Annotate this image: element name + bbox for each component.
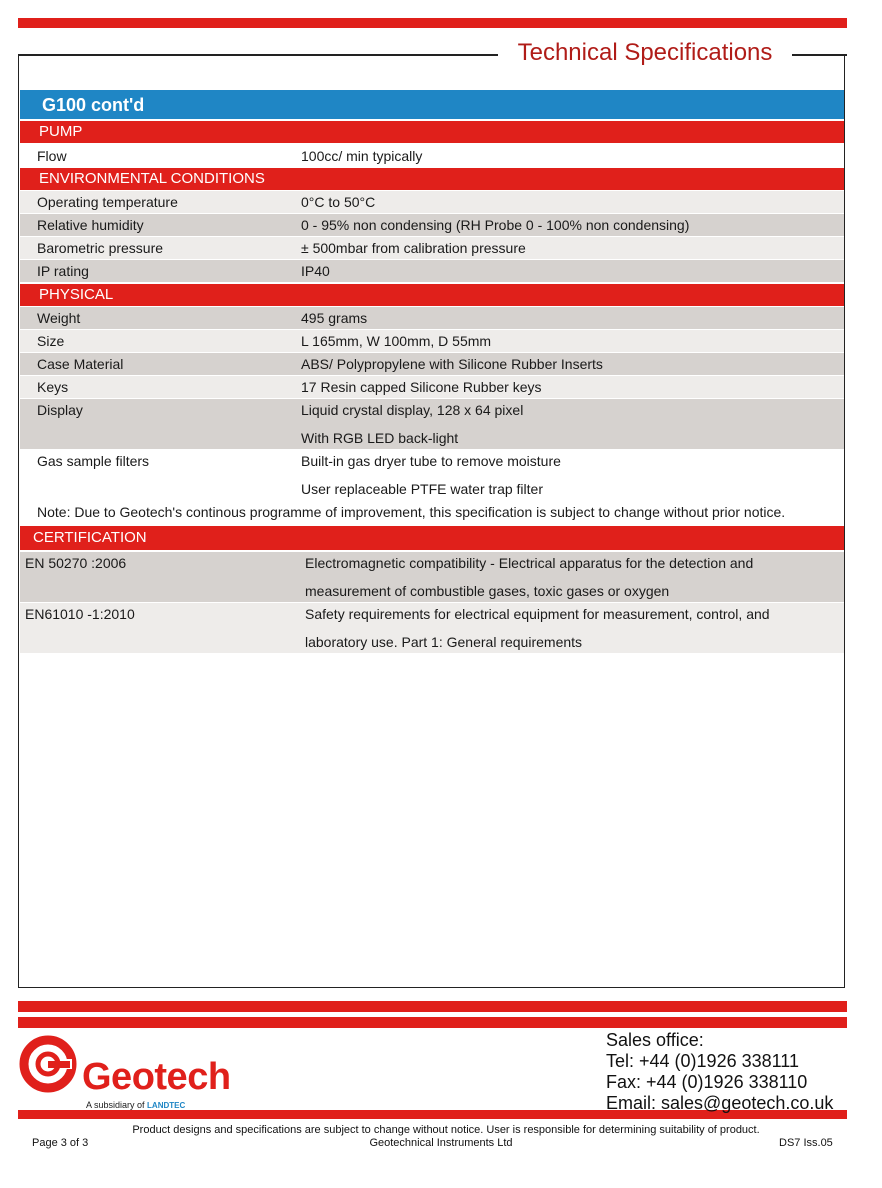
- spec-label: Keys: [37, 379, 69, 395]
- table-row: [20, 145, 844, 167]
- sales-fax: Fax: +44 (0)1926 338110: [606, 1072, 808, 1092]
- footer-red-bar: [18, 1001, 847, 1012]
- sales-contact: [606, 1030, 833, 1114]
- cert-standard: EN61010 -1:2010: [25, 606, 135, 622]
- table-row: [20, 307, 844, 329]
- table-row: [20, 260, 844, 282]
- spec-value: IP40: [301, 263, 330, 279]
- spec-label: Display: [37, 402, 83, 418]
- spec-label: Weight: [37, 310, 81, 326]
- spec-value-line: Electromagnetic compatibility - Electrical apparatus for the detection and: [305, 555, 754, 571]
- spec-label: Operating temperature: [37, 194, 178, 210]
- spec-value: [301, 451, 561, 507]
- table-row: [20, 353, 844, 375]
- spec-value-line: With RGB LED back-light: [301, 430, 459, 446]
- spec-value-line: laboratory use. Part 1: General requirements: [305, 634, 583, 650]
- geotech-logo-icon: [18, 1033, 78, 1095]
- landtec-logo: LANDTEC: [147, 1101, 186, 1110]
- sales-tel: Tel: +44 (0)1926 338111: [606, 1051, 799, 1071]
- spec-label: Flow: [37, 148, 67, 164]
- spec-value-line: User replaceable PTFE water trap filter: [301, 481, 543, 497]
- product-heading: G100 cont'd: [20, 90, 844, 119]
- top-red-bar: [18, 18, 847, 28]
- section-header-physical: PHYSICAL: [20, 284, 844, 306]
- table-row: [20, 330, 844, 352]
- footer-red-bar: [18, 1017, 847, 1028]
- sales-email: Email: sales@geotech.co.uk: [606, 1093, 834, 1113]
- table-row: [20, 237, 844, 259]
- logo-name: Geotech: [82, 1056, 231, 1098]
- spec-note: Note: Due to Geotech's continous programme of improvement, this specification is subject to change without prior notice.: [37, 504, 786, 520]
- spec-value-line: Liquid crystal display, 128 x 64 pixel: [301, 402, 524, 418]
- cert-description: [305, 604, 770, 660]
- spec-value-line: Safety requirements for electrical equipment for measurement, control, and: [305, 606, 770, 622]
- table-row: [20, 603, 844, 653]
- spec-value: 0 - 95% non condensing (RH Probe 0 - 100% non condensing): [301, 217, 690, 233]
- spec-value: [301, 400, 523, 456]
- cert-description: [305, 553, 753, 609]
- spec-value: 17 Resin capped Silicone Rubber keys: [301, 379, 542, 395]
- section-header-pump: PUMP: [20, 121, 844, 143]
- logo-subsidiary: [86, 1099, 185, 1112]
- spec-label: Size: [37, 333, 65, 349]
- spec-value: 0°C to 50°C: [301, 194, 376, 210]
- spec-value-line: measurement of combustible gases, toxic gases or oxygen: [305, 583, 670, 599]
- spec-value-line: Built-in gas dryer tube to remove moisture: [301, 453, 561, 469]
- logo-wordmark: [82, 1054, 231, 1100]
- page-title: Technical Specifications: [498, 36, 792, 70]
- footer-disclaimer: Product designs and specifications are subject to change without notice. User is responsible for determining suitability of product.: [132, 1124, 760, 1136]
- table-row: [20, 214, 844, 236]
- spec-label: IP rating: [37, 263, 89, 279]
- table-row: [20, 450, 844, 500]
- doc-reference: DS7 Iss.05: [779, 1137, 833, 1149]
- section-header-certification: CERTIFICATION: [20, 526, 844, 550]
- spec-label: Relative humidity: [37, 217, 144, 233]
- logo-subsidiary-text: A subsidiary of: [86, 1100, 145, 1110]
- section-header-environmental: ENVIRONMENTAL CONDITIONS: [20, 168, 844, 190]
- spec-label: Case Material: [37, 356, 124, 372]
- table-row: [20, 552, 844, 602]
- table-row: [20, 376, 844, 398]
- spec-value: 100cc/ min typically: [301, 148, 423, 164]
- table-row: [20, 399, 844, 449]
- sales-title: Sales office:: [606, 1030, 704, 1050]
- spec-value: L 165mm, W 100mm, D 55mm: [301, 333, 492, 349]
- footer-company: Geotechnical Instruments Ltd: [369, 1137, 513, 1149]
- table-row: [20, 191, 844, 213]
- page-number: Page 3 of 3: [32, 1137, 89, 1149]
- spec-value: ABS/ Polypropylene with Silicone Rubber Inserts: [301, 356, 603, 372]
- cert-standard: EN 50270 :2006: [25, 555, 127, 571]
- spec-value: ± 500mbar from calibration pressure: [301, 240, 526, 256]
- spec-label: Gas sample filters: [37, 453, 150, 469]
- spec-value: 495 grams: [301, 310, 368, 326]
- spec-label: Barometric pressure: [37, 240, 164, 256]
